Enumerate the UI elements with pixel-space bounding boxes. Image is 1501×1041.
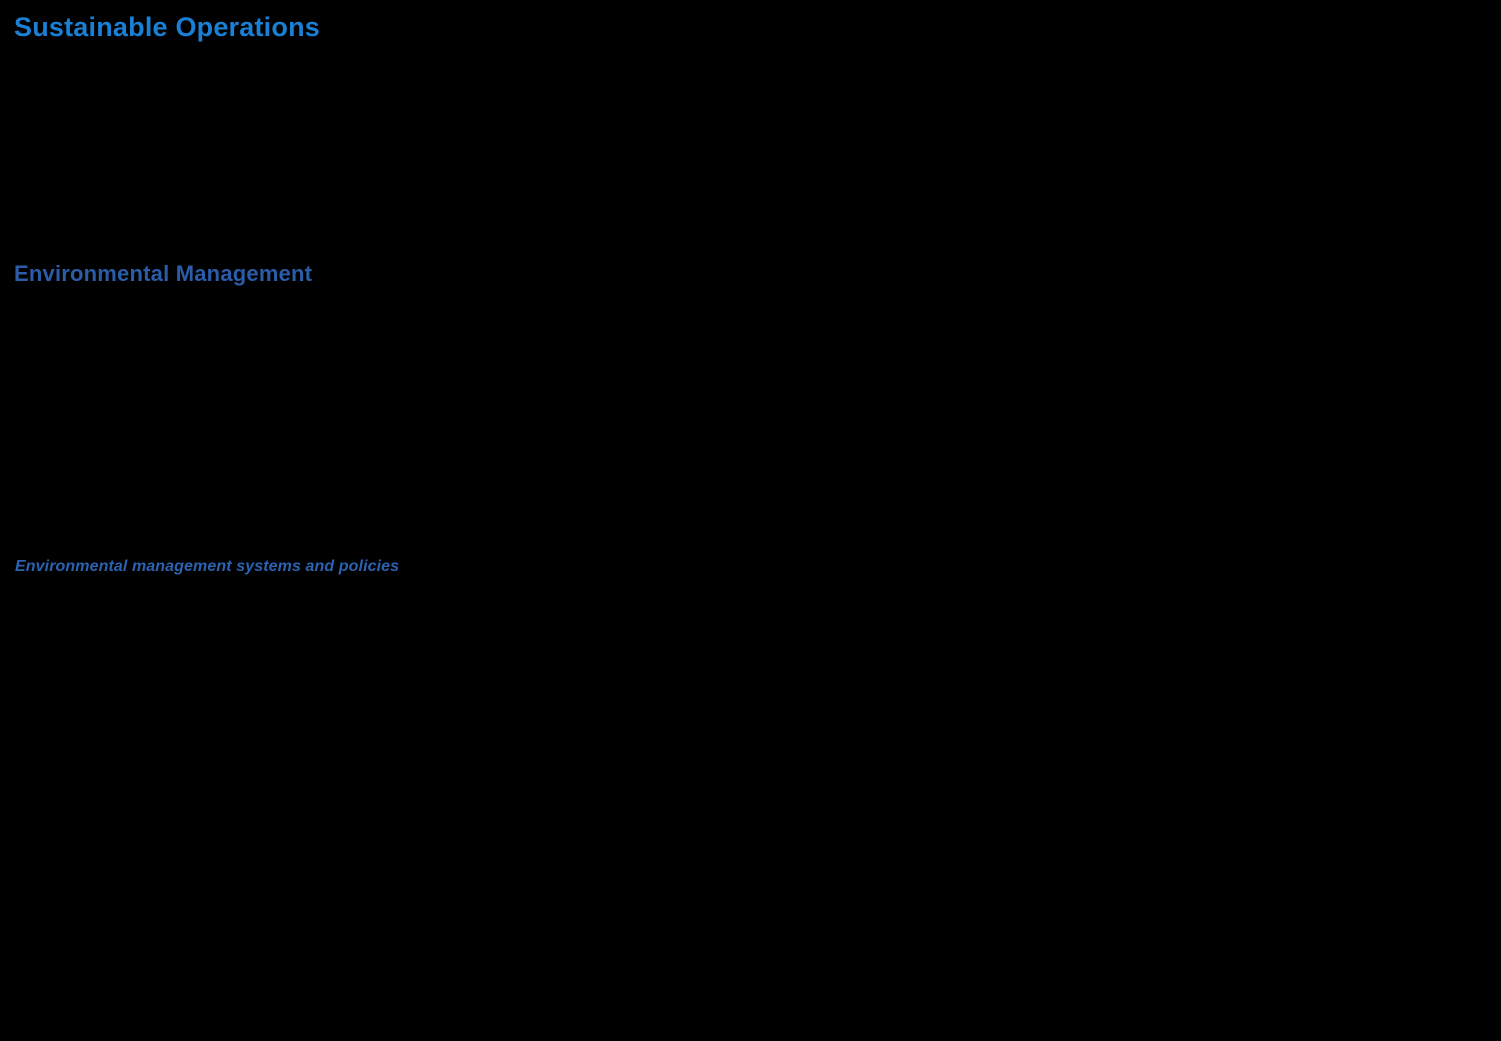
page-title: Sustainable Operations (14, 12, 320, 42)
section-heading-environmental-management: Environmental Management (14, 261, 313, 286)
figure-caption: Environmental management systems and policies (15, 558, 400, 575)
